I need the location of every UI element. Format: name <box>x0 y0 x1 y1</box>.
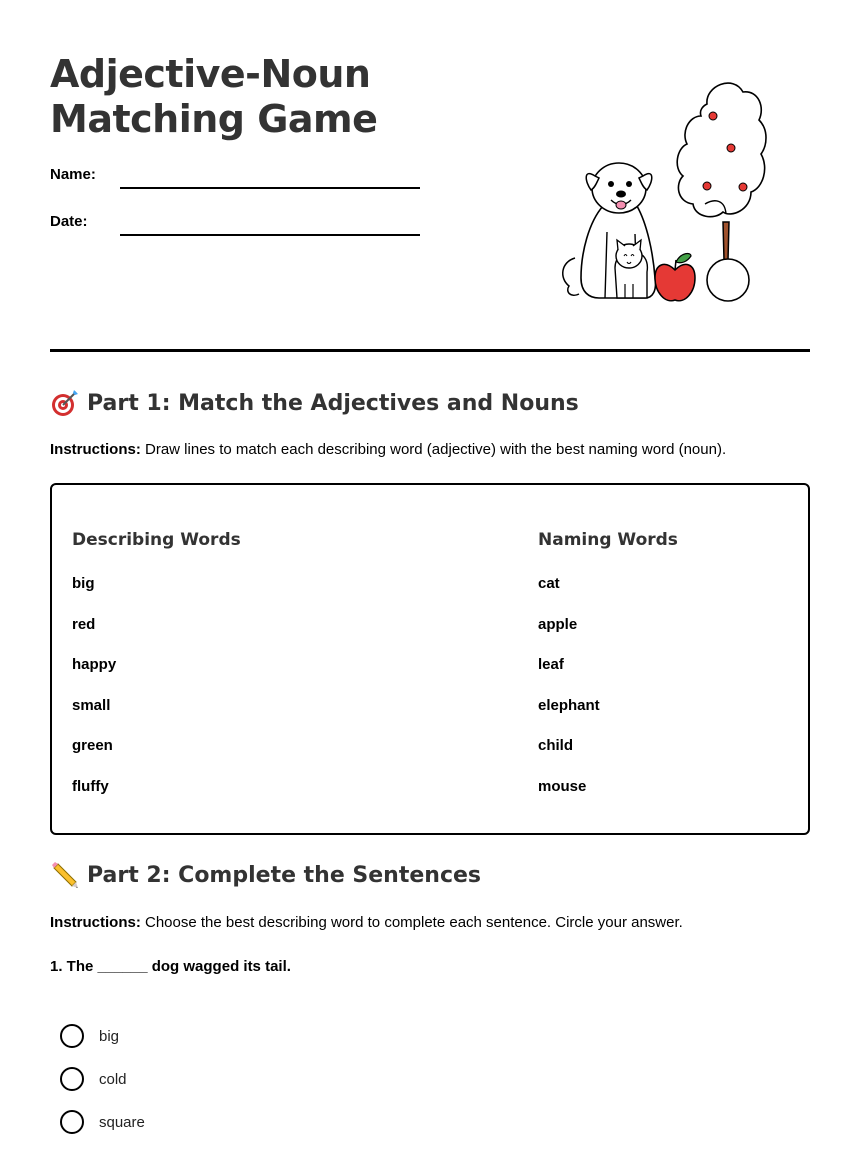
describing-words-heading: Describing Words <box>72 530 241 550</box>
part1-heading <box>50 388 579 418</box>
part1-instructions <box>50 441 726 458</box>
answer-option[interactable] <box>60 1024 119 1048</box>
part2-title: Part 2: Complete the Sentences <box>87 862 482 888</box>
name-field[interactable] <box>120 187 420 189</box>
dart-target-icon <box>50 388 80 418</box>
question-1: 1. The ______ dog wagged its tail. <box>50 958 291 975</box>
apple-icon <box>655 254 695 301</box>
radio-circle-icon[interactable] <box>60 1110 84 1134</box>
worksheet-title <box>50 52 377 142</box>
adjective-item[interactable]: big <box>72 575 95 592</box>
adjective-item[interactable]: fluffy <box>72 778 109 795</box>
noun-item[interactable]: cat <box>538 575 560 592</box>
noun-item[interactable]: child <box>538 737 574 754</box>
part1-instructions-text: Draw lines to match each describing word (adjective) with the best naming word (noun). <box>140 441 727 458</box>
answer-option[interactable] <box>60 1110 145 1134</box>
date-label: Date: <box>50 213 88 230</box>
dog-cat-apple-tree-illustration <box>555 72 785 310</box>
answer-option-label: square <box>99 1113 145 1131</box>
radio-circle-icon[interactable] <box>60 1024 84 1048</box>
name-label: Name: <box>50 166 96 183</box>
radio-circle-icon[interactable] <box>60 1067 84 1091</box>
part2-heading <box>50 860 481 890</box>
matching-box <box>50 483 810 835</box>
answer-option-label: cold <box>99 1070 127 1088</box>
part2-instructions <box>50 914 683 931</box>
adjective-item[interactable]: small <box>72 697 111 714</box>
part1-title: Part 1: Match the Adjectives and Nouns <box>87 390 579 416</box>
section-divider <box>50 349 810 352</box>
adjective-item[interactable]: happy <box>72 656 117 673</box>
answer-option-label: big <box>99 1027 120 1045</box>
pencil-icon <box>50 860 80 890</box>
part1-instructions-label: Instructions: <box>50 441 141 458</box>
part2-instructions-text: Choose the best describing word to complete each sentence. Circle your answer. <box>140 914 683 931</box>
noun-item[interactable]: mouse <box>538 778 587 795</box>
title-line-1: Adjective-Noun <box>50 52 371 96</box>
date-field[interactable] <box>120 234 420 236</box>
noun-item[interactable]: leaf <box>538 656 564 673</box>
answer-option[interactable] <box>60 1067 127 1091</box>
part2-instructions-label: Instructions: <box>50 914 141 931</box>
adjective-item[interactable]: red <box>72 616 96 633</box>
adjective-item[interactable]: green <box>72 737 113 754</box>
noun-item[interactable]: elephant <box>538 697 600 714</box>
noun-item[interactable]: apple <box>538 616 578 633</box>
naming-words-heading: Naming Words <box>538 530 678 550</box>
title-line-2: Matching Game <box>50 97 378 141</box>
